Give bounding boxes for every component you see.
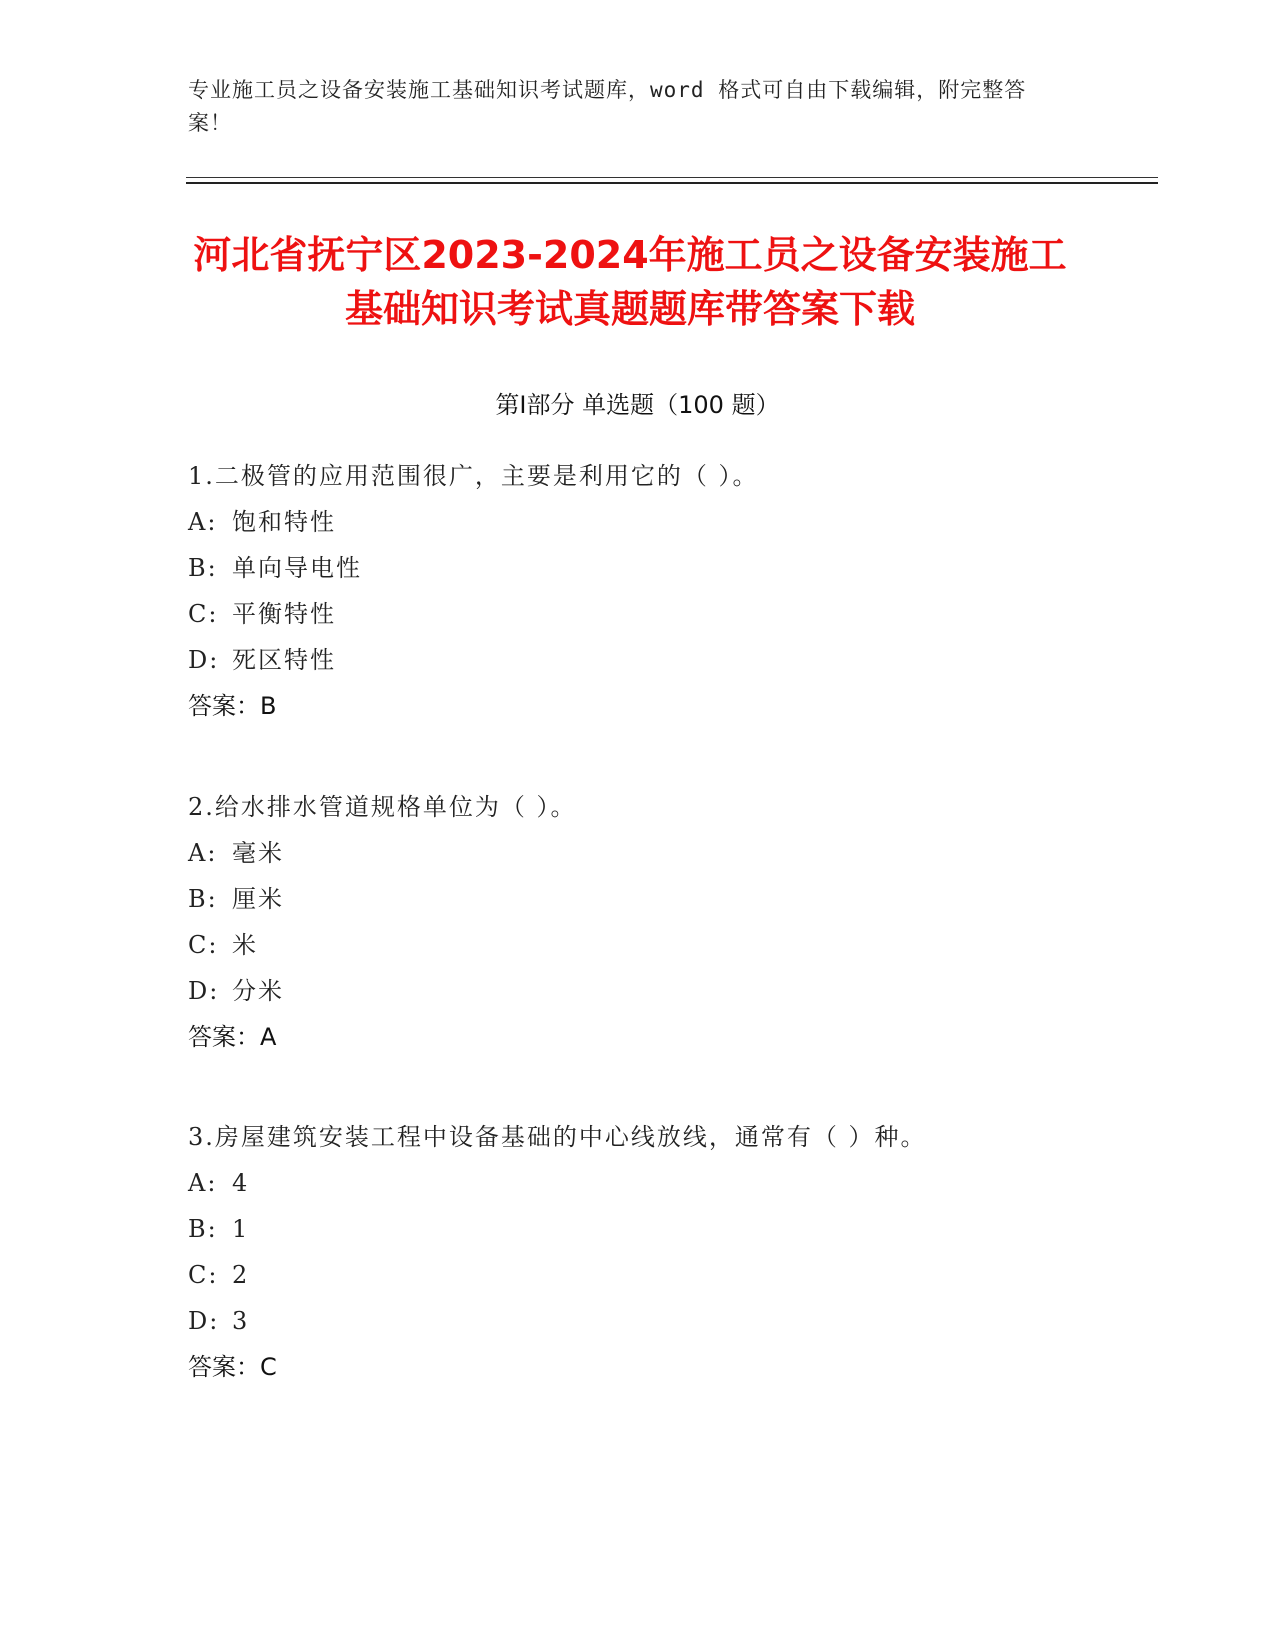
header-divider-thick [186, 182, 1158, 184]
option-key: D: [188, 977, 220, 1005]
option-a [188, 1160, 1088, 1206]
question-3 [188, 1114, 1088, 1390]
answer-line: 答案：B [188, 692, 277, 720]
option-a [188, 830, 1088, 876]
option-text: 厘米 [232, 885, 284, 913]
option-d [188, 968, 1088, 1014]
answer-line: 答案：A [188, 1023, 277, 1051]
option-key: B: [188, 1215, 218, 1243]
option-key: C: [188, 1261, 219, 1289]
option-text: 4 [232, 1169, 250, 1197]
option-text: 平衡特性 [232, 600, 336, 628]
option-text: 分米 [232, 977, 284, 1005]
option-key: C: [188, 931, 219, 959]
question-stem: 1.二极管的应用范围很广，主要是利用它的（ ）。 [188, 462, 759, 490]
answer-line: 答案：C [188, 1353, 277, 1381]
option-key: A: [188, 508, 218, 536]
option-text: 米 [232, 931, 258, 959]
option-c [188, 1252, 1088, 1298]
option-key: B: [188, 554, 218, 582]
option-text: 单向导电性 [232, 554, 362, 582]
option-b [188, 876, 1088, 922]
option-c [188, 591, 1088, 637]
header-note: 专业施工员之设备安装施工基础知识考试题库，word 格式可自由下载编辑，附完整答案！ [188, 78, 1027, 135]
option-d [188, 1298, 1088, 1344]
question-stem: 3.房屋建筑安装工程中设备基础的中心线放线，通常有（ ）种。 [188, 1123, 927, 1151]
section-heading: 第Ⅰ部分 单选题（100 题） [495, 391, 780, 419]
option-key: D: [188, 1307, 220, 1335]
option-a [188, 499, 1088, 545]
option-text: 2 [232, 1261, 250, 1289]
option-text: 死区特性 [232, 646, 336, 674]
question-stem: 2.给水排水管道规格单位为（ ）。 [188, 793, 577, 821]
option-text: 毫米 [232, 839, 284, 867]
option-c [188, 922, 1088, 968]
option-b [188, 545, 1088, 591]
header-divider-thin [186, 177, 1158, 178]
option-text: 1 [232, 1215, 250, 1243]
option-key: A: [188, 1169, 218, 1197]
option-b [188, 1206, 1088, 1252]
question-2 [188, 784, 1088, 1060]
option-key: A: [188, 839, 218, 867]
option-key: C: [188, 600, 219, 628]
option-key: D: [188, 646, 220, 674]
question-1 [188, 453, 1088, 729]
document-title: 河北省抚宁区2023-2024年施工员之设备安装施工基础知识考试真题题库带答案下载 [193, 233, 1067, 331]
option-d [188, 637, 1088, 683]
option-text: 3 [232, 1307, 250, 1335]
option-text: 饱和特性 [232, 508, 336, 536]
option-key: B: [188, 885, 218, 913]
